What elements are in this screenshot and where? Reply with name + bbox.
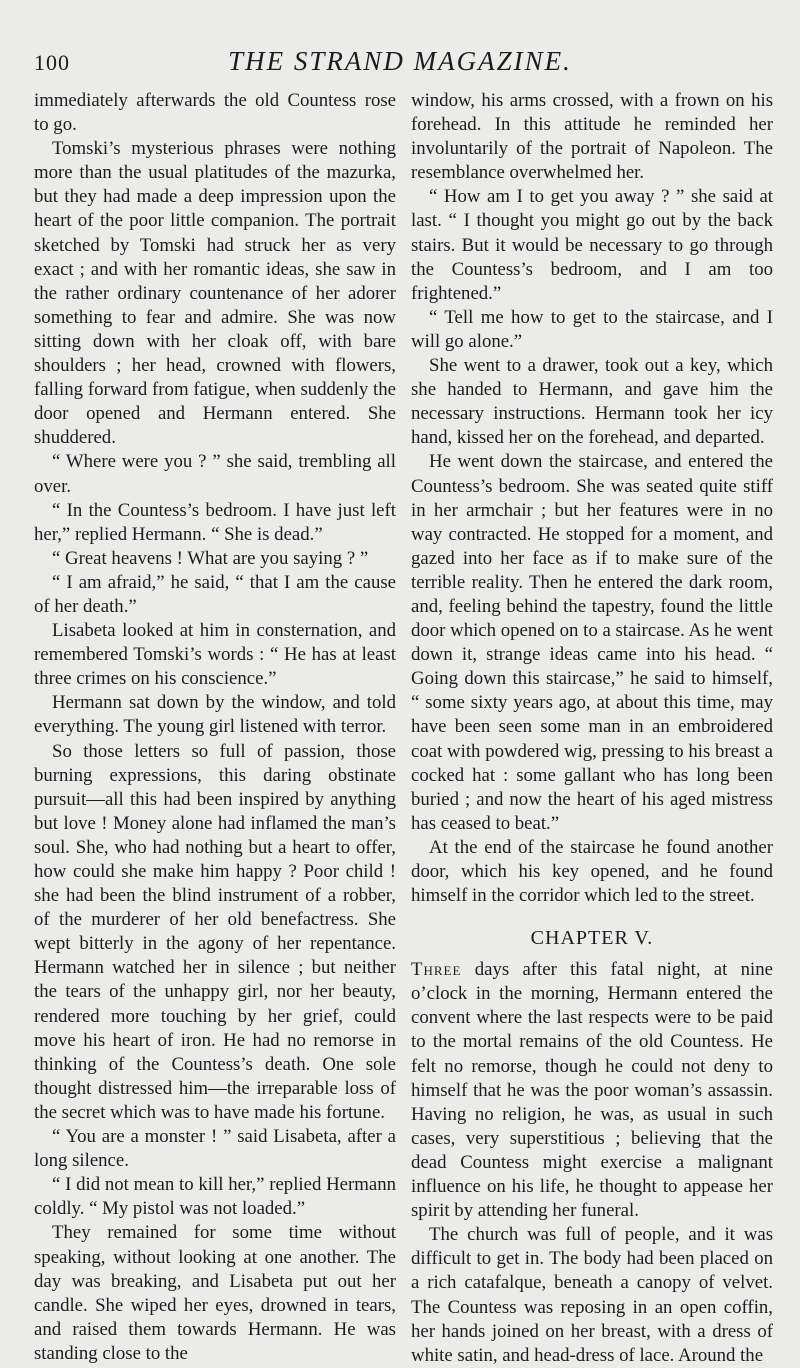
paragraph: “ Great heavens ! What are you saying ? ” (52, 547, 369, 569)
paragraph: “ In the Countess’s bedroom. I have just left her,” replied Hermann. “ She is dead.” (34, 499, 396, 545)
paragraph: immediately afterwards the old Countess rose to go. (34, 90, 396, 136)
left-column (34, 89, 396, 1366)
paragraph: “ You are a monster ! ” said Lisabeta, after a long silence. (34, 1126, 396, 1172)
paragraph: She went to a drawer, took out a key, which she handed to Hermann, and gave him the necessary instructions. Hermann took her icy hand, kissed her on the forehead, and departed. (411, 355, 773, 449)
right-column (411, 89, 773, 1368)
paragraph: They remained for some time without speaking, without looking at one another. The day was breaking, and Lisabeta put out her candle. She wiped her eyes, drowned in tears, and raised them towards Hermann. He was standing close to the (34, 1222, 396, 1364)
paragraph: He went down the staircase, and entered the Countess’s bedroom. She was seated quite stiff in her armchair ; but her features were in no way contracted. He stopped for a moment, and gazed into her face as if to make sure of the terrible reality. Then he entered the dark room, and, feeling behind the tapestry, found the little door which opened on to a staircase. As he went down it, strange ideas came into his head. “ Going down this staircase,” he said to himself, “ some sixty years ago, at about this time, may have been seen some man in an embroidered coat with powdered wig, pressing to his breast a cocked hat : some gallant who has long been buried ; and now the heart of his aged mistress has ceased to beat.” (411, 451, 773, 834)
paragraph: So those letters so full of passion, those burning expressions, this daring obstinate pursuit—all this had been inspired by anything but love ! Money alone had inflamed the man’s soul. She, who had nothing but a heart to offer, how could she make him happy ? Poor child ! she had been the blind instrument of a robber, of the murderer of her old benefactress. She wept bitterly in the agony of her repentance. Hermann watched her in silence ; but neither the tears of the unhappy girl, nor her beauty, rendered more touching by her grief, could move his heart of iron. He had no remorse in thinking of the Countess’s death. One sole thought distressed him—the irreparable loss of the secret which was to have made his fortune. (34, 740, 396, 1123)
paragraph: Lisabeta looked at him in consternation, and remembered Tomski’s words : “ He has at least three crimes on his conscience.” (34, 620, 396, 690)
paragraph: Hermann sat down by the window, and told everything. The young girl listened with terror. (34, 692, 396, 738)
chapter-heading: CHAPTER V. (530, 927, 654, 950)
chapter-opening-text: days after this fatal night, at nine o’clock in the morning, Hermann entered the convent where the last respects were to be paid to the mortal remains of the old Countess. He felt no remorse, though he could not deny to himself that he was the poor woman’s assassin. Having no religion, he was, as usual in such cases, very superstitious ; believing that the dead Countess might exercise a malignant influence on his life, he thought to appease her spirit by attending her funeral. (411, 959, 773, 1222)
paragraph: Tomski’s mysterious phrases were nothing more than the usual platitudes of the mazurka, but they had made a deep impression upon the heart of the poor little companion. The portrait sketched by Tomski had struck her as very exact ; and with her romantic ideas, she saw in the rather ordinary countenance of her adorer something to fear and admire. She was now sitting down with her cloak off, with bare shoulders ; her head, crowned with flowers, falling forward from fatigue, when suddenly the door opened and Hermann entered. She shuddered. (34, 138, 396, 449)
paragraph: “ I did not mean to kill her,” replied Hermann coldly. “ My pistol was not loaded.” (34, 1174, 396, 1220)
paragraph: “ I am afraid,” he said, “ that I am the cause of her death.” (34, 571, 396, 617)
chapter-opening-paragraph (411, 958, 773, 1223)
paragraph: “ How am I to get you away ? ” she said at last. “ I thought you might go out by the back stairs. But it would be necessary to go through the Countess’s bedroom, and I am too frightened.” (411, 186, 773, 304)
page-number: 100 (34, 50, 70, 75)
paragraph: “ Tell me how to get to the staircase, and I will go alone.” (411, 306, 773, 352)
running-title: THE STRAND MAGAZINE. (228, 46, 572, 76)
paragraph: window, his arms crossed, with a frown on his forehead. In this attitude he reminded her involuntarily of the portrait of Napoleon. The resemblance overwhelmed her. (411, 90, 773, 184)
chapter-opening-word: Three (411, 959, 462, 981)
paragraph: The church was full of people, and it was difficult to get in. The body had been placed on a rich catafalque, beneath a canopy of velvet. The Countess was reposing in an open coffin, her hands joined on her breast, with a dress of white satin, and head-dress of lace. Around the (411, 1224, 773, 1366)
paragraph: “ Where were you ? ” she said, trembling all over. (34, 451, 396, 497)
paragraph: At the end of the staircase he found another door, which his key opened, and he found himself in the corridor which led to the street. (411, 836, 773, 907)
page-header (0, 46, 800, 86)
